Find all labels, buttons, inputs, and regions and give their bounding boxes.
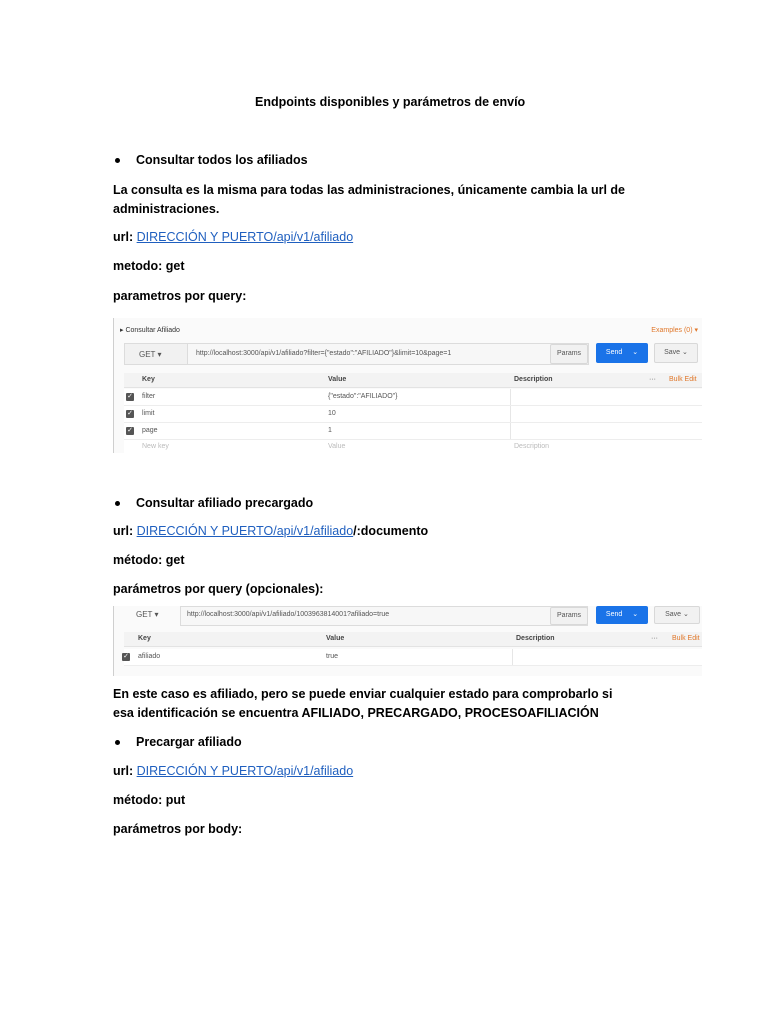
col-value: Value <box>328 376 347 383</box>
collection-name: ▸ Consultar Afiliado <box>120 327 180 334</box>
table-row <box>124 406 702 423</box>
col-key: Key <box>142 376 155 383</box>
col-value: Value <box>326 635 345 642</box>
chevron-down-icon: ⌄ <box>683 611 689 618</box>
param-value[interactable]: 10 <box>328 410 336 417</box>
params-label: parametros por query: <box>113 289 247 303</box>
checkbox[interactable]: ✓ <box>127 410 133 417</box>
section-note: En este caso es afiliado, pero se puede enviar cualquier estado para comprobarlo si esa identificación se encuentra AFILIADO, PRECARGADO, PROCESOAFILIACIÓN <box>113 687 613 720</box>
new-value-input[interactable]: Value <box>328 443 346 450</box>
chevron-down-icon: ⌄ <box>682 349 688 356</box>
checkbox[interactable]: ✓ <box>127 393 133 400</box>
params-table-header <box>124 373 702 388</box>
chevron-down-icon: ▾ <box>157 350 162 359</box>
method-line: método: put <box>113 793 186 807</box>
section-heading: Consultar todos los afiliados <box>136 153 308 167</box>
more-icon[interactable]: ··· <box>651 635 658 642</box>
url-link[interactable]: DIRECCIÓN Y PUERTO/api/v1/afiliado <box>136 524 354 538</box>
url-line <box>113 523 428 540</box>
table-row <box>124 423 702 440</box>
url-link[interactable]: DIRECCIÓN Y PUERTO/api/v1/afiliado <box>136 230 354 244</box>
url-label: url: <box>113 524 134 538</box>
bullet-dot <box>115 158 120 163</box>
params-button[interactable]: Params <box>550 607 588 625</box>
url-input[interactable]: http://localhost:3000/api/v1/afiliado?filter={"estado":"AFILIADO"}&limit=10&page=1 <box>187 343 589 365</box>
bullet-dot <box>115 501 120 506</box>
more-icon[interactable]: ··· <box>649 376 656 383</box>
table-row <box>124 649 702 666</box>
new-param-row <box>124 440 702 453</box>
http-method[interactable]: GET ▾ <box>139 350 162 359</box>
param-key[interactable]: filter <box>142 393 156 400</box>
param-value[interactable]: {"estado":"AFILIADO"} <box>328 393 398 400</box>
table-row <box>124 389 702 406</box>
save-button[interactable]: Save ⌄ <box>654 606 700 624</box>
new-key-input[interactable]: New key <box>142 443 169 450</box>
bulk-edit-link[interactable]: Bulk Edit <box>669 376 697 383</box>
method-line: método: get <box>113 553 185 567</box>
param-key[interactable]: limit <box>142 410 155 417</box>
checkbox[interactable]: ✓ <box>123 653 129 660</box>
page-title: Endpoints disponibles y parámetros de envío <box>255 95 526 109</box>
url-suffix: /:documento <box>353 524 429 538</box>
param-key[interactable]: page <box>142 427 158 434</box>
param-value[interactable]: true <box>326 653 339 660</box>
method-line: metodo: get <box>113 259 185 273</box>
postman-screenshot-1 <box>113 318 702 453</box>
param-value[interactable]: 1 <box>328 427 332 434</box>
section-description: La consulta es la misma para todas las administraciones, únicamente cambia la url de administraciones. <box>113 183 625 216</box>
url-bar[interactable] <box>124 343 588 365</box>
send-button[interactable]: Send ⌄ <box>596 606 648 624</box>
url-label: url: <box>113 764 134 778</box>
col-key: Key <box>138 635 151 642</box>
save-button[interactable]: Save ⌄ <box>654 343 698 363</box>
bulk-edit-link[interactable]: Bulk Edit <box>672 635 700 642</box>
params-label: parámetros por query (opcionales): <box>113 582 324 596</box>
examples-dropdown[interactable]: Examples (0) ▾ <box>651 327 698 334</box>
http-method[interactable]: GET ▾ <box>136 610 159 619</box>
chevron-down-icon: ▾ <box>154 610 159 619</box>
url-link[interactable]: DIRECCIÓN Y PUERTO/api/v1/afiliado <box>136 764 354 778</box>
new-description-input[interactable]: Description <box>514 443 550 450</box>
params-table-header <box>124 632 702 647</box>
col-description: Description <box>516 635 555 642</box>
section-heading: Precargar afiliado <box>136 735 242 749</box>
url-line <box>113 229 353 246</box>
bullet-dot <box>115 740 120 745</box>
send-button[interactable]: Send ⌄ <box>596 343 648 363</box>
params-label: parámetros por body: <box>113 822 243 836</box>
postman-screenshot-2 <box>113 606 702 676</box>
chevron-down-icon: ⌄ <box>632 611 639 618</box>
url-line <box>113 763 353 780</box>
col-description: Description <box>514 376 553 383</box>
params-button[interactable]: Params <box>550 344 588 364</box>
chevron-down-icon: ⌄ <box>632 349 639 356</box>
section-heading: Consultar afiliado precargado <box>136 496 314 510</box>
param-key[interactable]: afiliado <box>138 653 161 660</box>
url-label: url: <box>113 230 134 244</box>
checkbox[interactable]: ✓ <box>127 427 133 434</box>
url-input[interactable]: http://localhost:3000/api/v1/afiliado/1003963814001?afiliado=true <box>180 606 588 626</box>
